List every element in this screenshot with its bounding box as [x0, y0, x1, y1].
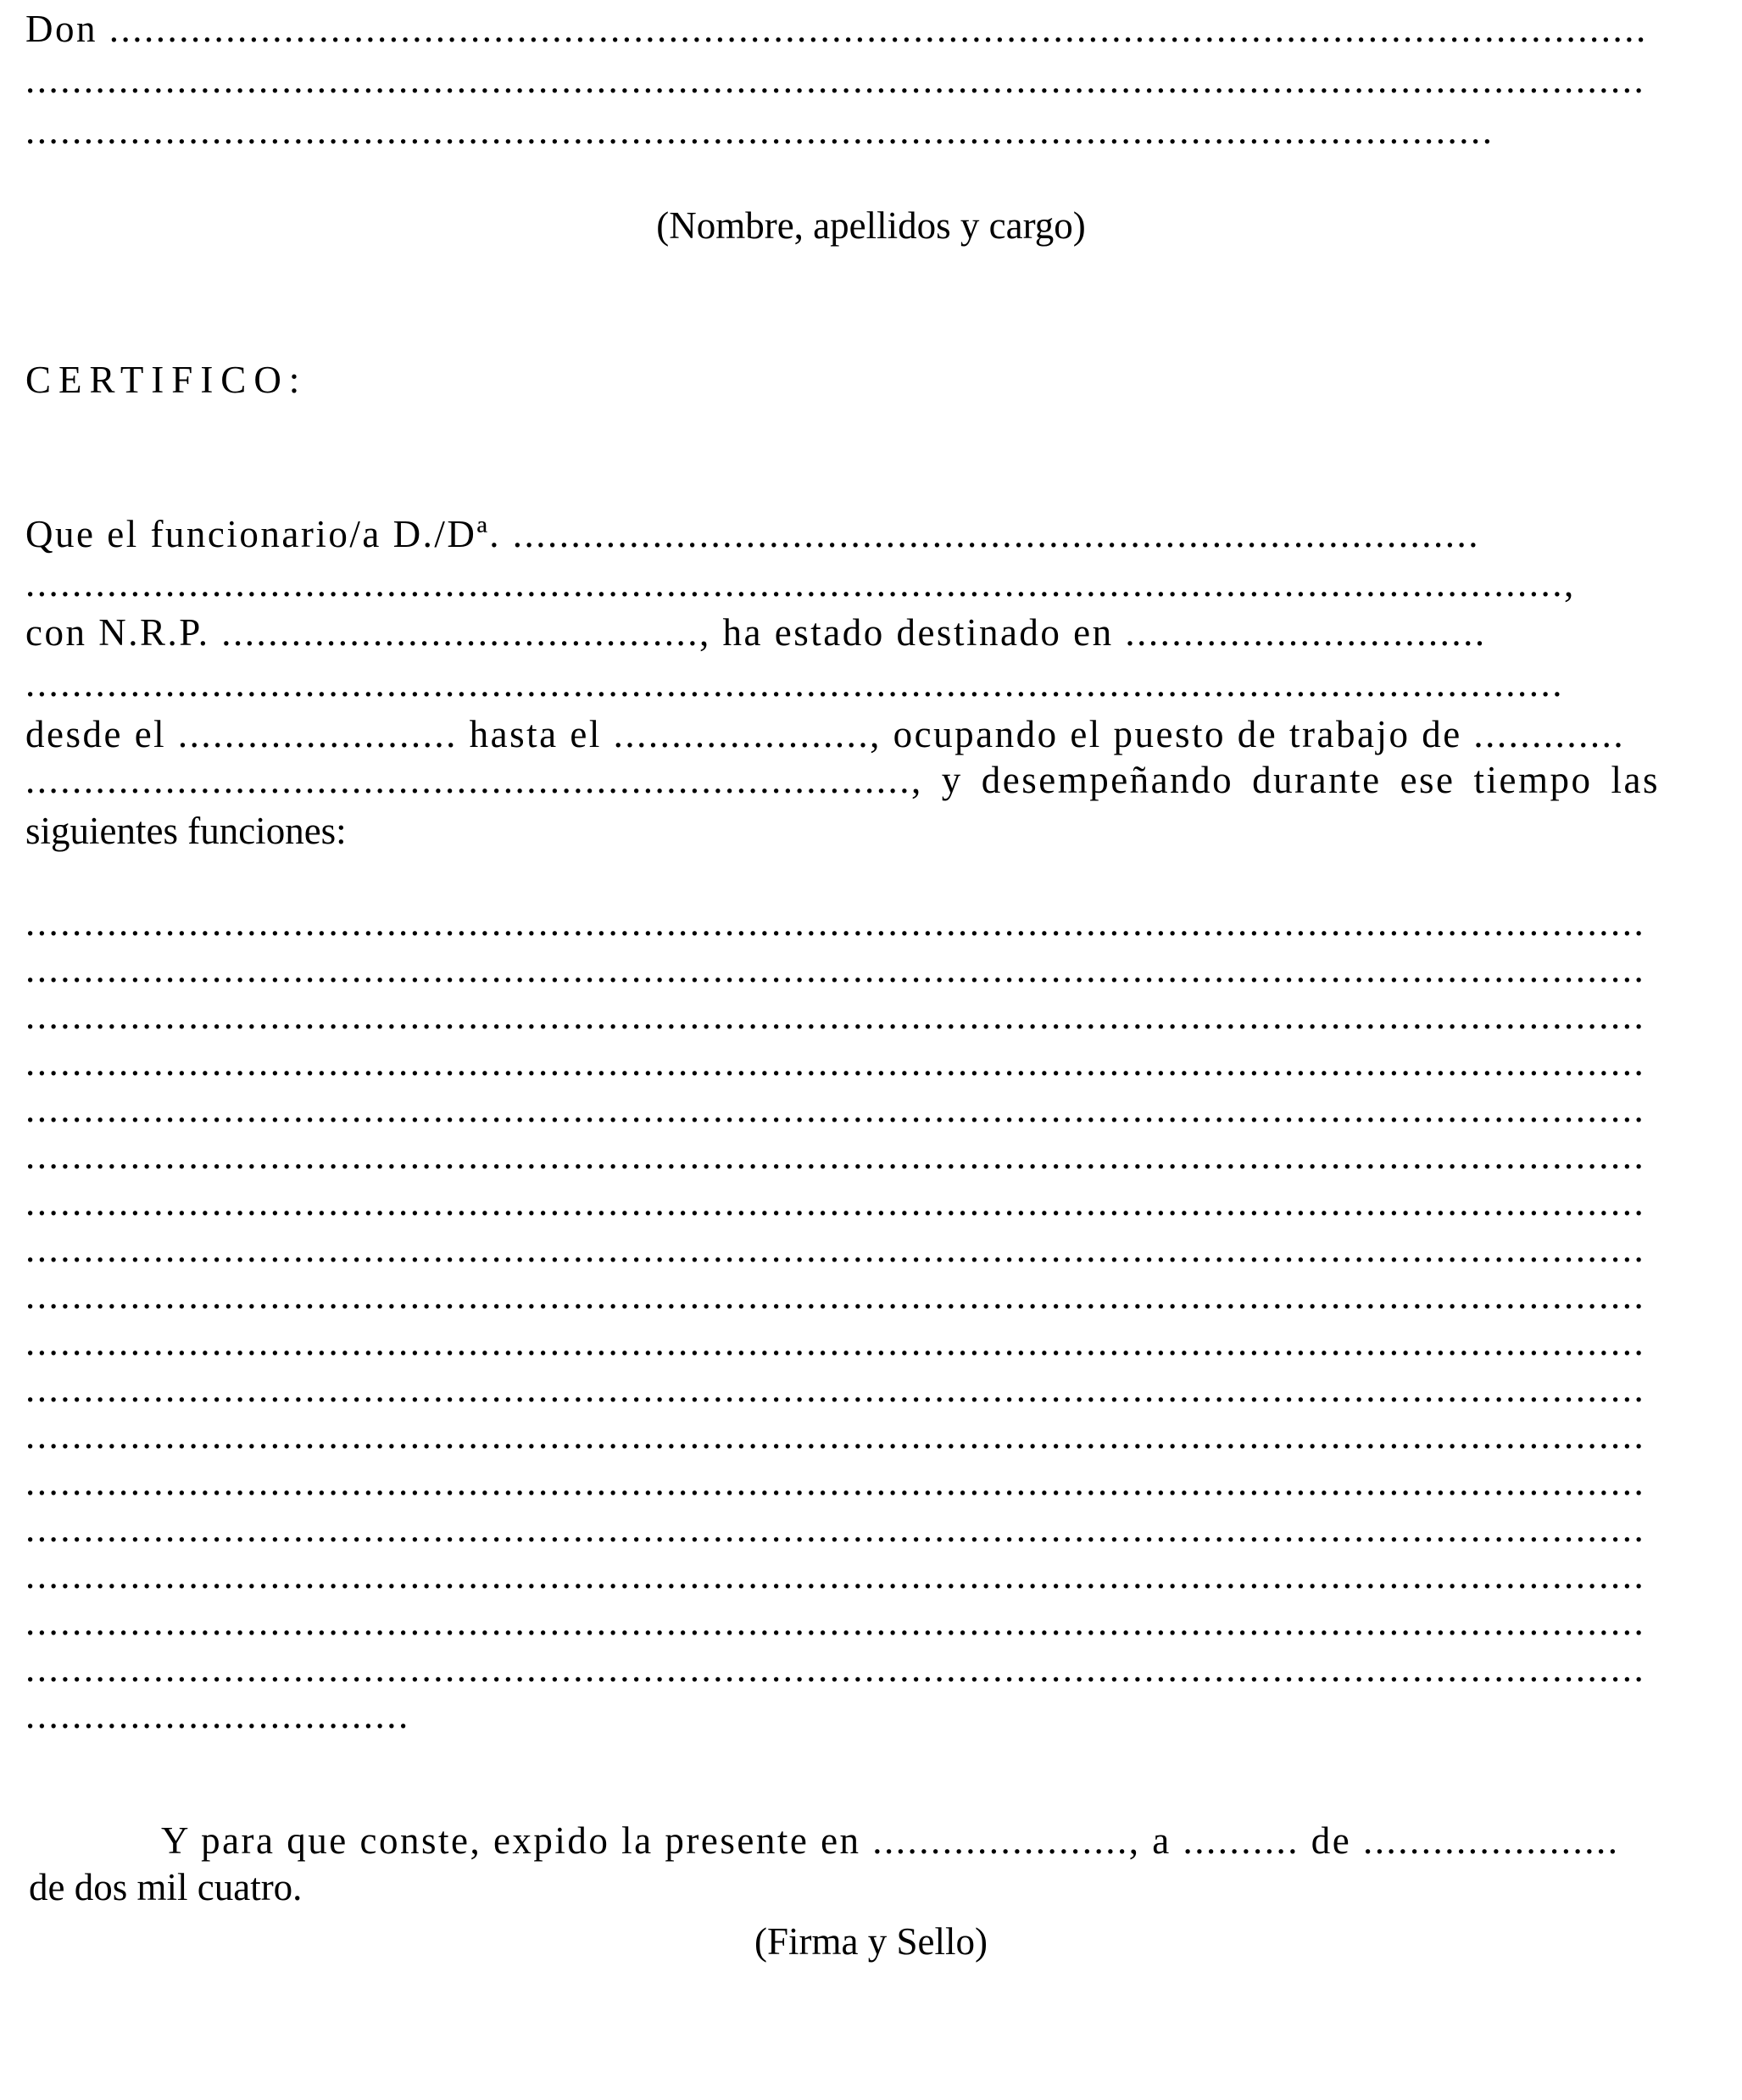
- function-line: ...........................................................................................................................................: [25, 1181, 1646, 1223]
- conste-line: Y para que conste, expido la presente en ......................, a .......... de ......................: [161, 1819, 1620, 1862]
- dos-mil-line: de dos mil cuatro.: [29, 1866, 303, 1908]
- funcionario-line: Que el funcionario/a D./Dª. ...................................................................................: [25, 513, 1481, 555]
- firma-caption: (Firma y Sello): [754, 1920, 988, 1963]
- desde-continuation: ............................................................................, y desempeñando durante ese tiempo las: [25, 759, 1660, 801]
- function-line: ...........................................................................................................................................: [25, 1507, 1646, 1550]
- function-line: ...........................................................................................................................................: [25, 1228, 1646, 1270]
- desde-line: desde el ........................ hasta el ......................, ocupando el puesto de trabajo de .............: [25, 713, 1626, 755]
- don-continuation-1: ...........................................................................................................................................: [25, 58, 1646, 101]
- function-line: ...........................................................................................................................................: [25, 1321, 1646, 1363]
- function-line: ...........................................................................................................................................: [25, 1368, 1646, 1410]
- function-line: ...........................................................................................................................................: [25, 1274, 1646, 1317]
- name-caption: (Nombre, apellidos y cargo): [656, 204, 1086, 247]
- nrp-line: con N.R.P. ........................................., ha estado destinado en ...............................: [25, 611, 1487, 654]
- function-line: ...........................................................................................................................................: [25, 1647, 1646, 1690]
- certifico-heading: CERTIFICO:: [25, 359, 308, 401]
- function-line: ...........................................................................................................................................: [25, 1041, 1646, 1083]
- function-line: ...........................................................................................................................................: [25, 1134, 1646, 1177]
- function-line: ...........................................................................................................................................: [25, 1601, 1646, 1643]
- function-line: ...........................................................................................................................................: [25, 948, 1646, 990]
- nrp-continuation: ....................................................................................................................................: [25, 662, 1564, 705]
- don-continuation-2: ..............................................................................................................................: [25, 109, 1494, 152]
- function-line: ...........................................................................................................................................: [25, 1554, 1646, 1596]
- funcionario-continuation: ....................................................................................................................................,: [25, 562, 1576, 604]
- function-line: ...........................................................................................................................................: [25, 901, 1646, 944]
- funciones-label: siguientes funciones:: [25, 810, 347, 852]
- function-line: ...........................................................................................................................................: [25, 1088, 1646, 1130]
- function-line: ...........................................................................................................................................: [25, 994, 1646, 1037]
- function-line: ...........................................................................................................................................: [25, 1461, 1646, 1503]
- don-line: Don ....................................................................................................................................: [25, 8, 1648, 50]
- function-line: .................................: [25, 1694, 410, 1736]
- function-line: ...........................................................................................................................................: [25, 1414, 1646, 1457]
